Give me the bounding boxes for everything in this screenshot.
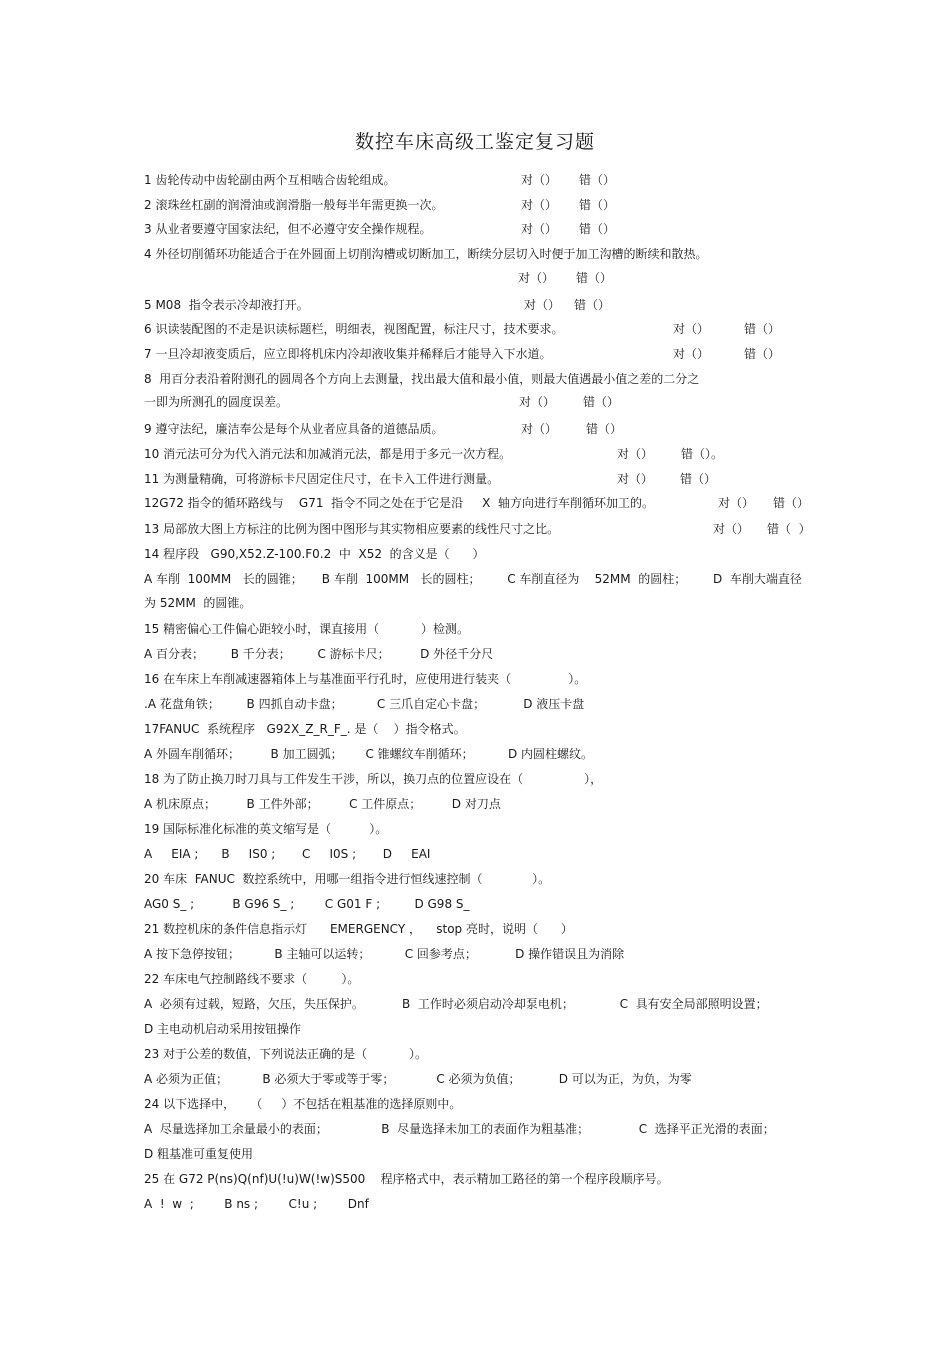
question-line-q8a: 8 用百分表沿着附测孔的圆周各个方向上去测量，找出最大值和最小值，则最大值遇最小值之差的二分之 [144,372,700,386]
false-option-q5: 错（） [574,298,611,312]
false-option-q7: 错（） [744,347,781,361]
question-line-q21o: A 按下急停按钮； B 主轴可以运转； C 回参考点； D 操作错误且为消除 [144,947,625,961]
true-option-q1: 对（） [521,173,558,187]
question-line-q8b: 一即为所测孔的圆度误差。 [144,395,289,409]
question-line-q19: 19 国际标准化标准的英文缩写是（ ）。 [144,822,388,836]
false-option-q13: 错（ ） [767,522,811,536]
question-line-q9: 9 遵守法纪，廉洁奉公是每个从业者应具备的道德品质。 [144,422,444,436]
false-option-q8b: 错（） [583,395,620,409]
question-line-q15: 15 精密偏心工件偏心距较小时，课直接用（ ）检测。 [144,622,470,636]
false-option-q10: 错（）。 [681,447,724,461]
question-line-q1: 1 齿轮传动中齿轮副由两个互相啮合齿轮组成。 [144,173,396,187]
question-line-q17o: A 外圆车削循环； B 加工圆弧； C 锥螺纹车削循环； D 内圆柱螺纹。 [144,747,594,761]
question-line-q18: 18 为了防止换刀时刀具与工件发生干涉，所以，换刀点的位置应设在（ ）， [144,772,603,786]
question-line-q12: 12G72 指令的循环路线与 G71 指令不同之处在于它是沿 X 轴方向进行车削循环加工的。 [144,496,655,510]
question-line-q20o: AG0 S_ ; B G96 S_ ; C G01 F ; D G98 S_ [144,897,470,911]
true-option-q7: 对（） [673,347,710,361]
question-line-q24: 24 以下选择中， （ ）不包括在粗基准的选择原则中。 [144,1097,462,1111]
question-line-q18o: A 机床原点； B 工件外部； C 工件原点； D 对刀点 [144,797,501,811]
false-option-q12: 错（） [773,496,810,510]
question-line-q13: 13 局部放大图上方标注的比例为图中图形与其实物相应要素的线性尺寸之比。 [144,522,560,536]
question-line-q22o1: A 必须有过载，短路，欠压，失压保护。 B 工作时必须启动冷却泵电机； C 具有安全局部照明设置； [144,997,768,1011]
question-line-q20: 20 车床 FANUC 数控系统中，用哪一组指令进行恒线速控制（ ）。 [144,872,551,886]
question-line-q22: 22 车床电气控制路线不要求（ ）。 [144,972,360,986]
false-option-q4b: 错（） [576,271,613,285]
true-option-q4b: 对（） [518,271,555,285]
false-option-q1: 错（） [579,173,616,187]
question-line-q6: 6 识读装配图的不走是识读标题栏，明细表，视图配置，标注尺寸，技术要求。 [144,322,564,336]
question-line-q5: 5 M08 指令表示冷却液打开。 [144,298,309,312]
question-line-q7: 7 一旦冷却液变质后，应立即将机床内冷却液收集并稀释后才能导入下水道。 [144,347,552,361]
question-line-q11: 11 为测量精确，可将游标卡尺固定住尺寸，在卡入工件进行测量。 [144,472,500,486]
question-line-q3: 3 从业者要遵守国家法纪，但不必遵守安全操作规程。 [144,222,432,236]
question-line-q10: 10 消元法可分为代入消元法和加减消元法，都是用于多元一次方程。 [144,447,512,461]
question-line-q2: 2 滚珠丝杠副的润滑油或润滑脂一般每半年需更换一次。 [144,198,444,212]
true-option-q8b: 对（） [519,395,556,409]
question-line-q16o: .A 花盘角铁； B 四抓自动卡盘； C 三爪自定心卡盘； D 液压卡盘 [144,697,585,711]
true-option-q3: 对（） [521,222,558,236]
false-option-q11: 错（） [680,472,717,486]
false-option-q3: 错（） [579,222,616,236]
question-line-q15o: A 百分表； B 千分表； C 游标卡尺； D 外径千分尺 [144,647,494,661]
false-option-q6: 错（） [744,322,781,336]
true-option-q5: 对（） [524,298,561,312]
question-line-q25o: A ! w ; B ns ; C!u ; Dnf [144,1197,369,1211]
false-option-q9: 错（） [586,422,623,436]
true-option-q2: 对（） [521,198,558,212]
true-option-q9: 对（） [521,422,558,436]
true-option-q6: 对（） [673,322,710,336]
false-option-q2: 错（） [579,198,616,212]
question-line-q21: 21 数控机床的条件信息指示灯 EMERGENCY ， stop 亮时，说明（ ） [144,922,573,936]
question-line-q23: 23 对于公差的数值，下列说法正确的是（ ）。 [144,1047,428,1061]
question-line-q19o: A EIA ; B IS0 ; C I0S ; D EAI [144,847,431,861]
question-line-q25: 25 在 G72 P(ns)Q(nf)U(!u)W(!w)S500 程序格式中，表示精加工路径的第一个程序段顺序号。 [144,1172,669,1186]
question-line-q14o2: 为 52MM 的圆锥。 [144,596,252,610]
question-line-q22o2: D 主电动机启动采用按钮操作 [144,1022,302,1036]
question-line-q23o: A 必须为正值； B 必须大于零或等于零； C 必须为负值； D 可以为正，为负，为零 [144,1072,692,1086]
question-line-q17: 17FANUC 系统程序 G92X_Z_R_F_. 是（ ）指令格式。 [144,722,466,736]
question-line-q14o1: A 车削 100MM 长的圆锥； B 车削 100MM 长的圆柱； C 车削直径为 52MM 的圆柱； D 车削大端直径 [144,572,802,586]
true-option-q10: 对（） [617,447,654,461]
question-line-q24o2: D 粗基准可重复使用 [144,1147,254,1161]
page-title: 数控车床高级工鉴定复习题 [354,131,595,153]
question-line-q16: 16 在车床上车削减速器箱体上与基准面平行孔时，应使用进行装夹（ ）。 [144,672,587,686]
true-option-q12: 对（） [718,496,755,510]
question-line-q4a: 4 外径切削循环功能适合于在外圆面上切削沟槽或切断加工，断续分层切入时便于加工沟槽的断续和散热。 [144,247,708,261]
true-option-q11: 对（） [617,472,654,486]
question-line-q24o1: A 尽量选择加工余量最小的表面； B 尽量选择未加工的表面作为粗基准； C 选择平正光滑的表面； [144,1122,775,1136]
true-option-q13: 对（） [713,522,750,536]
question-line-q14: 14 程序段 G90,X52.Z-100.F0.2 中 X52 的含义是（ ） [144,547,485,561]
